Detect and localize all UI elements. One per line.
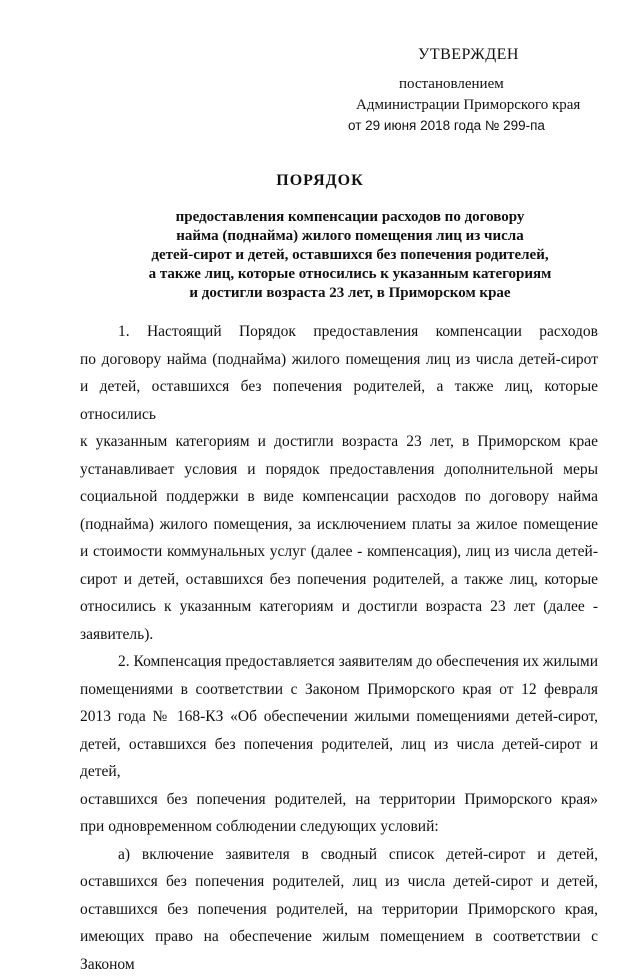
- body-line: заявитель).: [80, 625, 154, 643]
- body-line: 1. Настоящий Порядок предоставления компенсации расходов: [118, 323, 598, 340]
- body-line: при одновременном соблюдении следующих условий:: [80, 818, 439, 835]
- body-line: и стоимости коммунальных услуг (далее - компенсация), лиц из числа детей-: [80, 543, 598, 560]
- approval-heading: УТВЕРЖДЕН: [418, 46, 519, 63]
- document-body: [80, 318, 598, 978]
- body-line: оставшихся без попечения родителей, на территории Приморского края»: [80, 790, 598, 808]
- body-line: относились к указанным категориям и достигли возраста 23 лет (далее -: [80, 598, 598, 615]
- body-line: (поднайма) жилого помещения, за исключением платы за жилое помещение: [80, 515, 598, 533]
- subtitle-line: предоставления компенсации расходов по договору: [175, 209, 525, 225]
- subtitle-line: найма (поднайма) жилого помещения лиц из числа: [176, 228, 524, 244]
- subtitle-line: детей-сирот и детей, оставшихся без попечения родителей,: [151, 247, 549, 263]
- body-line: и детей, оставшихся без попечения родителей, а также лиц, которые относились: [80, 378, 598, 423]
- body-line: помещениями в соответствии с Законом Приморского края от 12 февраля: [80, 680, 598, 698]
- body-line: сирот и детей, оставшихся без попечения родителей, а также лиц, которые: [80, 570, 598, 588]
- body-line: к указанным категориям и достигли возраста 23 лет, в Приморском крае: [80, 433, 598, 450]
- subtitle-line: и достигли возраста 23 лет, в Приморском крае: [189, 285, 511, 301]
- body-line: по договору найма (поднайма) жилого помещения лиц из числа детей-сирот: [80, 350, 598, 368]
- approval-line-1: постановлением: [399, 76, 504, 92]
- body-line: социальной поддержки в виде компенсации расходов по договору найма: [80, 488, 598, 505]
- body-line: устанавливает условия и порядок предоставления дополнительной меры: [80, 460, 598, 478]
- body-line: 2. Компенсация предоставляется заявителям до обеспечения их жилыми: [118, 653, 598, 670]
- document-subtitle: [110, 208, 590, 303]
- body-line: оставшихся без попечения родителей, на территории Приморского края,: [80, 900, 598, 918]
- document-title: ПОРЯДОК: [276, 172, 364, 189]
- body-line: детей, оставшихся без попечения родителей, лиц из числа детей-сирот и детей,: [80, 735, 598, 780]
- body-line: а) включение заявителя в сводный список детей-сирот и детей,: [118, 845, 598, 863]
- body-line: оставшихся без попечения родителей, лиц из числа детей-сирот и детей,: [80, 873, 598, 890]
- approval-date-number: от 29 июня 2018 года № 299-па: [348, 118, 545, 133]
- approval-line-2: Администрации Приморского края: [356, 97, 581, 113]
- body-line: 2013 года № 168-КЗ «Об обеспечении жилыми помещениями детей-сирот,: [80, 708, 598, 725]
- body-line: имеющих право на обеспечение жилым помещением в соответствии с Законом: [80, 928, 598, 973]
- subtitle-line: а также лиц, которые относились к указанным категориям: [148, 266, 552, 282]
